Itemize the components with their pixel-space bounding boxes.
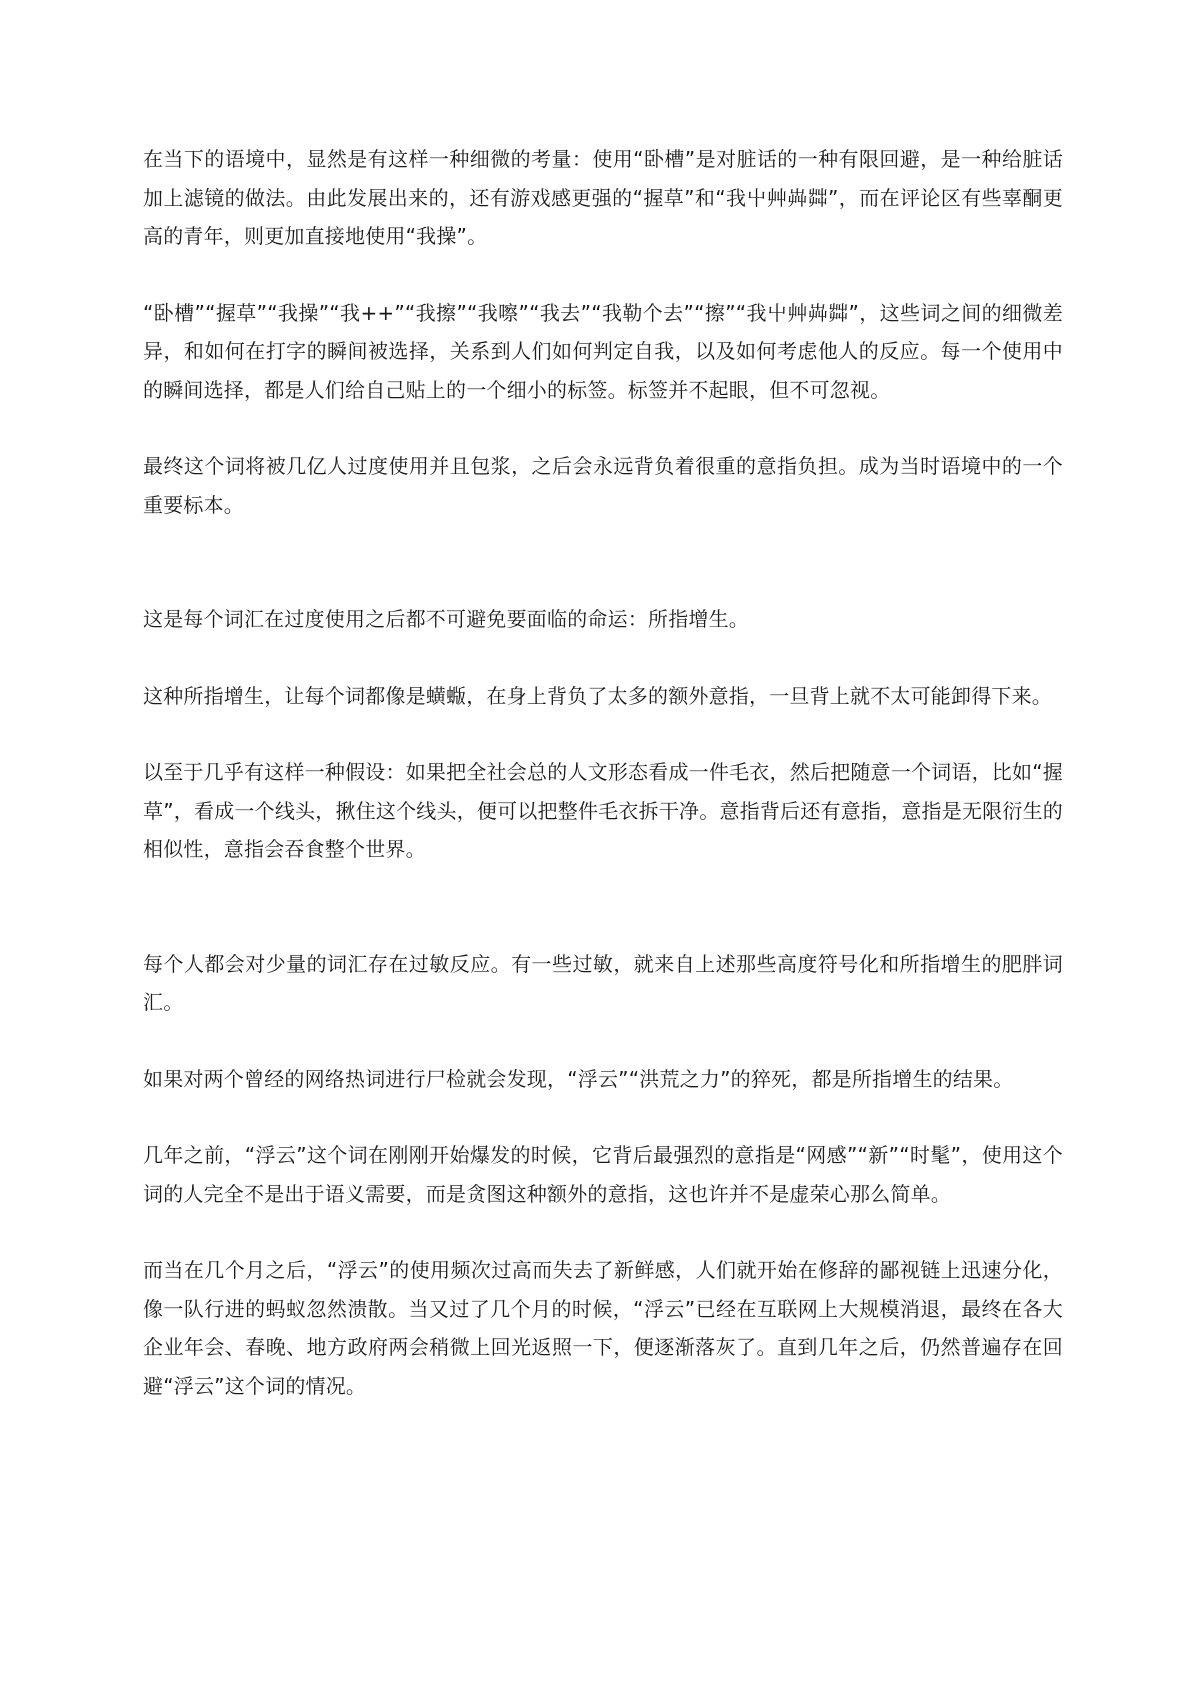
paragraph-3: 最终这个词将被几亿人过度使用并且包浆，之后会永远背负着很重的意指负担。成为当时语境中的一个重要标本。 bbox=[143, 454, 1063, 517]
paragraph-4: 这是每个词汇在过度使用之后都不可避免要面临的命运：所指增生。 bbox=[143, 607, 749, 631]
paragraph-6: 以至于几乎有这样一种假设：如果把全社会总的人文形态看成一件毛衣，然后把随意一个词语，比如“握草”，看成一个线头，揪住这个线头，便可以把整件毛衣拆干净。意指背后还有意指，意指是无限衍生的相似性，意指会吞食整个世界。 bbox=[143, 760, 1063, 861]
article-body bbox=[143, 140, 1063, 1405]
paragraph-7: 每个人都会对少量的词汇存在过敏反应。有一些过敏，就来自上述那些高度符号化和所指增生的肥胖词汇。 bbox=[143, 951, 1063, 1014]
paragraph-1: 在当下的语境中，显然是有这样一种细微的考量：使用“卧槽”是对脏话的一种有限回避，是一种给脏话加上滤镜的做法。由此发展出来的，还有游戏感更强的“握草”和“我屮艸芔茻”，而在评论区有些辜酮更高的青年，则更加直接地使用“我操”。 bbox=[143, 147, 1063, 248]
paragraph-8: 如果对两个曾经的网络热词进行尸检就会发现，“浮云”“洪荒之力”的猝死，都是所指增生的结果。 bbox=[143, 1066, 1014, 1091]
paragraph-2: “卧槽”“握草”“我操”“我++”“我擦”“我嚓”“我去”“我勒个去”“擦”“我屮艸芔茻”，这些词之间的细微差异，和如何在打字的瞬间被选择，关系到人们如何判定自我，以及如何考虑他人的反应。每一个使用中的瞬间选择，都是人们给自己贴上的一个细小的标签。标签并不起眼，但不可忽视。 bbox=[143, 300, 1063, 402]
paragraph-9: 几年之前，“浮云”这个词在刚刚开始爆发的时候，它背后最强烈的意指是“网感”“新”“时髦”，使用这个词的人完全不是出于语义需要，而是贪图这种额外的意指，这也许并不是虚荣心那么简单。 bbox=[143, 1143, 1063, 1206]
paragraph-10: 而当在几个月之后，“浮云”的使用频次过高而失去了新鲜感，人们就开始在修辞的鄙视链上迅速分化，像一队行进的蚂蚁忽然溃散。当又过了几个月的时候，“浮云”已经在互联网上大规模消退，最终在各大企业年会、春晚、地方政府两会稍微上回光返照一下，便逐渐落灰了。直到几年之后，仍然普遍存在回避“浮云”这个词的情况。 bbox=[143, 1258, 1063, 1398]
paragraph-5: 这种所指增生，让每个词都像是蟥蝂，在身上背负了太多的额外意指，一旦背上就不太可能卸得下来。 bbox=[143, 683, 1052, 708]
